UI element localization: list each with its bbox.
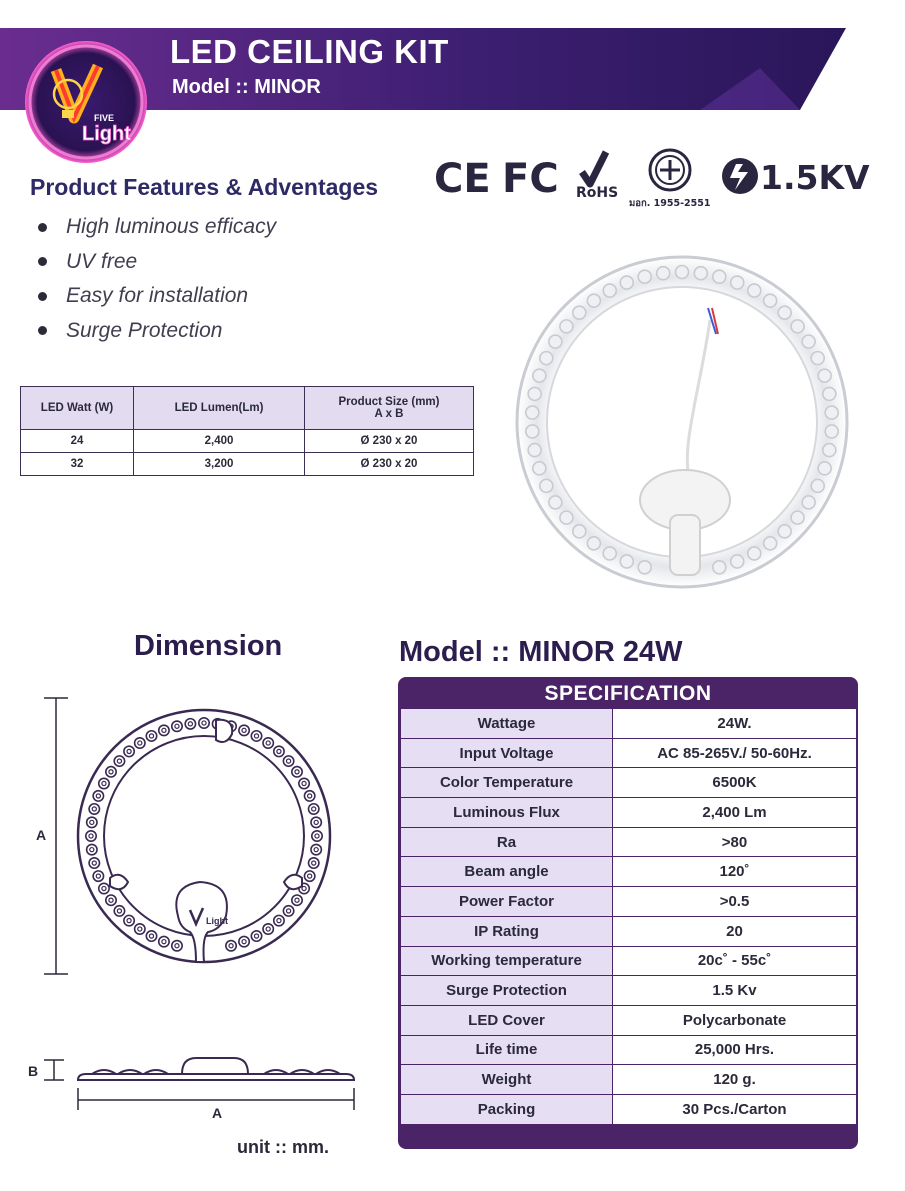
led-bead [292,895,302,905]
rohs-mark-icon [576,152,618,201]
spec-model-title: Model :: MINOR 24W [399,636,683,668]
led-bead [811,479,824,492]
column-header: LED Watt (W) [21,387,134,430]
table-row [401,857,856,887]
spec-value: >0.5 [613,887,856,917]
led-bead [818,369,831,382]
spec-key: Wattage [401,709,613,739]
led-bead [274,746,284,756]
spec-value: 1.5 Kv [613,976,856,1006]
table-row [21,430,474,453]
spec-key: Working temperature [401,947,613,977]
led-bead [620,555,633,568]
spec-key: IP Rating [401,917,613,947]
led-bead [106,895,116,905]
led-bead [533,462,546,475]
led-bead [528,387,541,400]
led-bead [560,320,573,333]
svg-text:Light: Light [82,123,131,145]
feature-text: High luminous efficacy [66,215,277,239]
led-bead [587,294,600,307]
led-bead [251,931,261,941]
spec-value: 2,400 Lm [613,798,856,828]
features-heading: Product Features & Adventages [30,174,379,200]
led-bead [89,858,99,868]
led-bead [93,791,103,801]
spec-value: 30 Pcs./Carton [613,1095,856,1125]
spec-key: Weight [401,1065,613,1095]
table-cell: Ø 230 x 20 [305,453,474,476]
led-bead [638,270,651,283]
led-bead [620,276,633,289]
spec-value: AC 85-265V./ 50-60Hz. [613,739,856,769]
led-bead [549,496,562,509]
spec-key: Input Voltage [401,739,613,769]
ce-label: CE [434,156,491,202]
tisi-mark-icon [629,150,710,209]
led-bead [106,767,116,777]
spec-value: Polycarbonate [613,1006,856,1036]
led-bead [528,444,541,457]
led-bead [778,525,791,538]
led-bead [309,804,319,814]
led-bead [114,906,124,916]
led-bead [199,718,209,728]
bullet-icon [38,326,47,335]
spec-key: Beam angle [401,857,613,887]
bullet-icon [38,292,47,301]
led-bead [540,479,553,492]
feature-text: Surge Protection [66,318,223,342]
led-bead [172,721,182,731]
svg-text:FIVE: FIVE [94,113,115,123]
led-bead [823,444,836,457]
tisi-label: มอก. 1955-2551 [629,198,711,209]
model-subtitle: Model :: MINOR [172,76,321,98]
led-bead [603,284,616,297]
product-table [20,386,474,476]
table-row [401,798,856,828]
table-cell: 2,400 [134,430,305,453]
led-bead [802,335,815,348]
led-bead [124,746,134,756]
page-title: LED CEILING KIT [170,33,449,70]
led-bead [764,537,777,550]
dimension-b-label: B [28,1063,39,1079]
led-bead [526,425,539,438]
table-row [401,1006,856,1036]
dimension-side-drawing [20,1050,370,1130]
led-bead [114,756,124,766]
surge-voltage-icon [722,158,870,197]
dimension-top-drawing [20,690,370,990]
led-bead [603,547,616,560]
led-bead [159,725,169,735]
led-bead [159,936,169,946]
led-bead [86,831,96,841]
table-header-row [21,387,474,430]
spec-table [401,709,856,1125]
led-bead [526,406,539,419]
led-bead [560,511,573,524]
table-row [401,739,856,769]
spec-value: >80 [613,828,856,858]
led-bead [309,858,319,868]
led-bead [87,844,97,854]
spec-key: Surge Protection [401,976,613,1006]
spec-header: SPECIFICATION [544,682,712,705]
led-bead [731,276,744,289]
column-header: LED Lumen(Lm) [134,387,305,430]
led-bead [549,335,562,348]
led-bead [748,284,761,297]
product-photo [510,250,855,595]
led-bead [657,267,670,280]
led-bead [274,915,284,925]
led-bead [87,817,97,827]
led-bead [172,941,182,951]
certification-badges [430,148,880,218]
list-item [38,245,276,280]
spec-value: 24W. [613,709,856,739]
fc-label: FC [502,156,559,202]
table-row [401,887,856,917]
led-bead [99,778,109,788]
feature-text: UV free [66,249,138,273]
led-bead [573,525,586,538]
led-bead [135,924,145,934]
led-bead [124,915,134,925]
ce-mark-icon [434,156,491,202]
list-item [38,210,276,245]
list-item [38,314,276,349]
led-bead [146,931,156,941]
led-bead [226,941,236,951]
led-bead [263,924,273,934]
features-list [38,210,276,348]
led-bead [311,817,321,827]
dimension-a-side-label: A [212,1105,223,1121]
led-bead [292,767,302,777]
led-bead [791,511,804,524]
led-bead [146,731,156,741]
fcc-mark-icon [502,156,559,202]
led-bead [239,725,249,735]
table-cell: 32 [21,453,134,476]
table-row [401,976,856,1006]
spec-key: Color Temperature [401,768,613,798]
table-row [401,917,856,947]
led-bead [304,871,314,881]
table-row [401,1065,856,1095]
led-bead [540,352,553,365]
led-bead [573,306,586,319]
spec-key: Packing [401,1095,613,1125]
spec-value: 25,000 Hrs. [613,1036,856,1066]
dimension-logo-text: Light [206,916,228,926]
led-bead [713,561,726,574]
voltage-label: 1.5KV [760,158,870,197]
led-bead [587,537,600,550]
five-light-logo-icon [22,38,150,166]
led-bead [802,496,815,509]
led-bead [283,906,293,916]
led-bead [818,462,831,475]
led-bead [239,936,249,946]
dimension-heading: Dimension [134,630,283,662]
bullet-icon [38,257,47,266]
led-bead [135,738,145,748]
bullet-icon [38,223,47,232]
led-bead [638,561,651,574]
led-bead [533,369,546,382]
header-line: Product Size (mm) [338,396,440,408]
led-bead [778,306,791,319]
table-row [401,947,856,977]
led-bead [825,406,838,419]
led-bead [694,267,707,280]
column-header [305,387,474,430]
feature-text: Easy for installation [66,284,249,308]
led-bead [791,320,804,333]
table-row [21,453,474,476]
spec-value: 20 [613,917,856,947]
led-bead [299,778,309,788]
led-bead [811,352,824,365]
table-cell: 3,200 [134,453,305,476]
led-bead [823,387,836,400]
list-item [38,279,276,314]
led-bead [251,731,261,741]
led-bead [263,738,273,748]
spec-key: LED Cover [401,1006,613,1036]
table-row [401,1095,856,1125]
spec-value: 120 g. [613,1065,856,1095]
led-bead [185,719,195,729]
led-bead [311,844,321,854]
spec-value: 120˚ [613,857,856,887]
spec-key: Life time [401,1036,613,1066]
spec-key: Luminous Flux [401,798,613,828]
unit-label: unit :: mm. [237,1137,329,1157]
table-row [401,768,856,798]
spec-key: Power Factor [401,887,613,917]
led-bead [89,804,99,814]
rohs-label: RoHS [576,185,619,201]
dimension-a-label: A [36,827,47,843]
spec-key: Ra [401,828,613,858]
led-bead [731,555,744,568]
table-cell: 24 [21,430,134,453]
table-cell: Ø 230 x 20 [305,430,474,453]
led-bead [748,547,761,560]
header-line: A x B [374,408,404,420]
spec-value: 6500K [613,768,856,798]
led-bead [93,871,103,881]
led-bead [676,266,689,279]
table-row [401,828,856,858]
led-bead [713,270,726,283]
table-row [401,709,856,739]
led-bead [825,425,838,438]
table-row [401,1036,856,1066]
led-bead [304,791,314,801]
led-bead [764,294,777,307]
led-bead [99,883,109,893]
led-bead [312,831,322,841]
spec-value: 20c˚ - 55c˚ [613,947,856,977]
led-bead [283,756,293,766]
